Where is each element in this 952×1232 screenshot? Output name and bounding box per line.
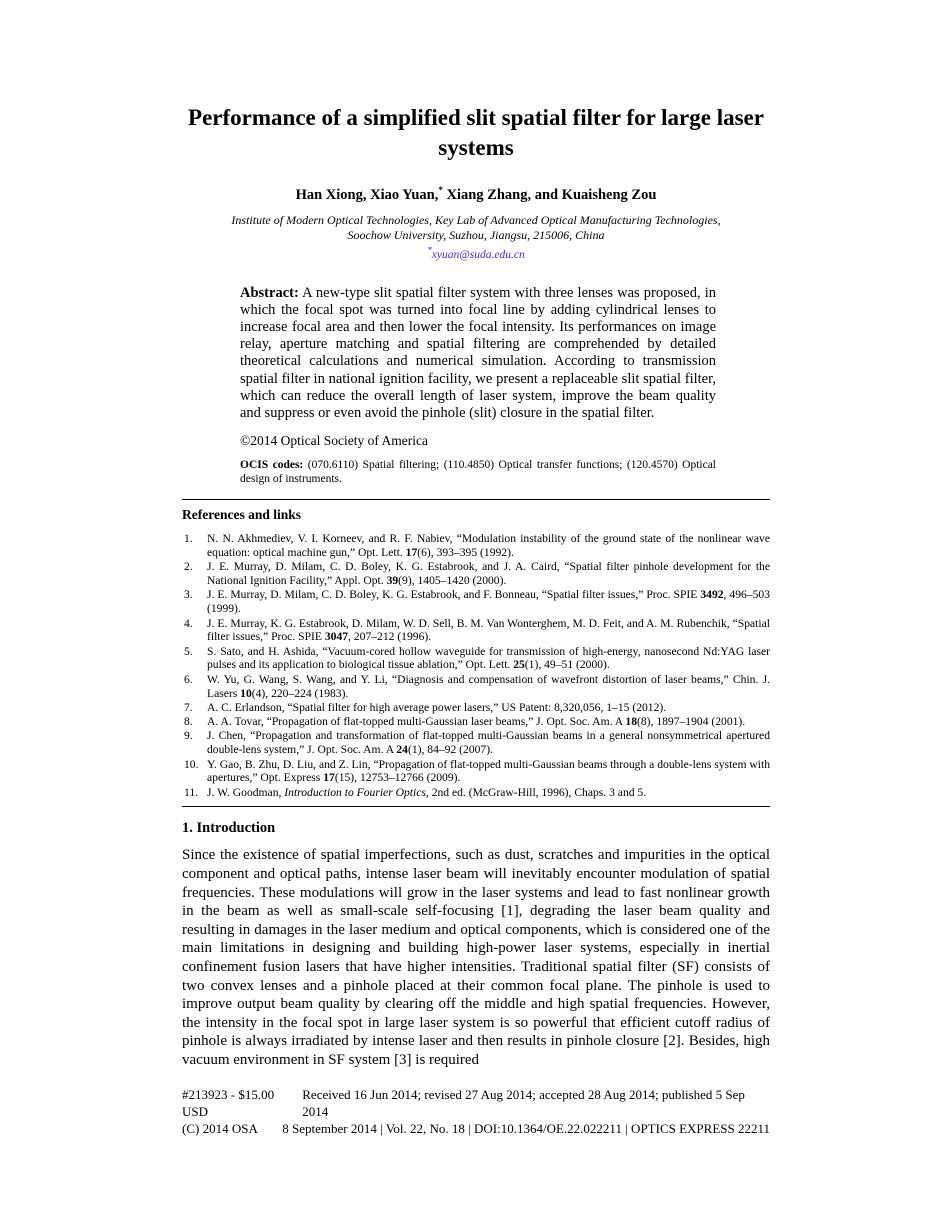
reference-number: 11. (184, 785, 199, 799)
reference-number: 5. (184, 644, 193, 658)
reference-segment: 10 (240, 686, 252, 700)
reference-number: 8. (184, 715, 193, 729)
reference-segment: J. E. Murray, D. Milam, C. D. Boley, K. G. Estabrook, and J. A. Caird, “Spatial filter pinhole development for the National Ignition Facility,” Appl. Opt. (207, 560, 770, 588)
footer-line-1 (182, 1086, 770, 1120)
reference-number: 6. (184, 672, 193, 686)
reference-segment: Y. Gao, B. Zhu, D. Liu, and Z. Lin, “Propagation of flat-topped multi-Gaussian beams through a double-lens system with apertures,” Opt. Express (207, 757, 770, 785)
reference-segment: , 2nd ed. (McGraw-Hill, 1996), Chaps. 3 and 5. (425, 785, 647, 799)
reference-item (182, 645, 770, 673)
reference-item (182, 673, 770, 701)
author-affiliation-marker: * (438, 185, 443, 195)
footer-submission-id: #213923 - $15.00 USD (182, 1087, 275, 1119)
reference-segment: J. E. Murray, D. Milam, C. D. Boley, K. G. Estabrook, and F. Bonneau, “Spatial filter issues,” Proc. SPIE (207, 588, 701, 602)
reference-segment: J. Chen, “Propagation and transformation of flat-topped multi-Gaussian beams in a general nonsymmetrical apertured double-lens system,” J. Opt. Soc. Am. A (207, 729, 770, 757)
abstract-text: A new-type slit spatial filter system with three lenses was proposed, in which the focal spot was turned into focal line by adding cylindrical lenses to increase focal area and then lower the focal intensity. Its performances on image relay, aperture matching and spatial filtering are comprehended by detailed theoretical calculations and numerical simulation. According to transmission spatial filter in national ignition facility, we present a replaceable slit spatial filter, which can reduce the overall length of laser system, improve the beam quality and suppress or even avoid the pinhole (slit) closure in the spatial filter. (240, 284, 716, 422)
reference-segment: (6), 393–395 (1992). (417, 546, 514, 560)
reference-number: 10. (184, 757, 199, 771)
reference-segment: 24 (396, 743, 408, 757)
reference-number: 9. (184, 729, 193, 743)
reference-segment: W. Yu, G. Wang, S. Wang, and Y. Li, “Diagnosis and compensation of wavefront distortion of laser beams,” Chin. J. Lasers (207, 672, 770, 700)
references-rule-top (182, 499, 770, 500)
ocis-text: (070.6110) Spatial filtering; (110.4850) Optical transfer functions; (120.4570) Optical design of instruments. (240, 459, 716, 486)
footer-copyright-osa: (C) 2014 OSA (182, 1121, 258, 1136)
reference-segment: A. C. Erlandson, “Spatial filter for high average power lasers,” US Patent: 8,320,056, 1–15 (2012). (207, 700, 667, 714)
authors-line (182, 185, 770, 204)
references-rule-bottom (182, 806, 770, 807)
reference-number: 1. (184, 532, 193, 546)
reference-item (182, 701, 770, 715)
reference-segment: J. E. Murray, K. G. Estabrook, D. Milam, W. D. Sell, B. M. Van Wonterghem, M. D. Feit, and A. M. Rubenchik, “Spatial filter issues,” Proc. SPIE (207, 616, 770, 644)
reference-segment: , 207–212 (1996). (348, 630, 432, 644)
reference-item (182, 532, 770, 560)
affiliation-block (182, 213, 770, 243)
ocis-label: OCIS codes: (240, 459, 304, 472)
reference-segment: N. N. Akhmediev, V. I. Korneev, and R. F. Nabiev, “Modulation instability of the ground state of the nonlinear wave equation: optical machine gun,” Opt. Lett. (207, 532, 770, 560)
reference-item (182, 715, 770, 729)
reference-segment: 39 (386, 574, 399, 588)
reference-item (182, 560, 770, 588)
copyright-line: ©2014 Optical Society of America (240, 433, 428, 449)
email-address: xyuan@suda.edu.cn (431, 248, 525, 261)
references-list (182, 532, 770, 799)
introduction-paragraph: Since the existence of spatial imperfections, such as dust, scratches and impurities in the optical component and optical paths, intense laser beam will inevitably encounter modulation of spatial frequencies. These modulations will grow in the laser systems and lead to fast nonlinear growth in the beam as well as small-scale self-focusing [1], degrading the laser beam quality and resulting in damages in the laser medium and optical components, which is considered one of the main limitations in designing and building high-power laser systems, especially in inertial confinement fusion lasers that have higher intensities. Traditional spatial filter (SF) consists of two convex lenses and a pinhole placed at their common focal plane. The pinhole is used to improve output beam quality by clearing off the middle and high spatial frequencies. However, the intensity in the focal spot in large laser system is so powerful that efficient cutoff radius of pinhole is always irradiated by intense laser and then results in pinhole closure [2]. Besides, high vacuum environment in SF system [3] is required (182, 847, 770, 1068)
email-marker: * (427, 244, 432, 255)
reference-number: 2. (184, 560, 193, 574)
reference-segment: (1), 49–51 (2000). (524, 658, 610, 672)
email-link[interactable] (427, 244, 525, 261)
reference-item (182, 786, 770, 800)
reference-segment: (15), 12753–12766 (2009). (334, 771, 461, 785)
ocis-line (240, 458, 716, 486)
references-heading: References and links (182, 507, 302, 523)
reference-segment: 18 (625, 715, 637, 729)
reference-segment: 3492 (700, 588, 724, 602)
reference-segment: Introduction to Fourier Optics (284, 785, 426, 799)
reference-item (182, 729, 770, 757)
authors-part1: Han Xiong, Xiao Yuan, (295, 186, 439, 203)
section-heading-introduction: 1. Introduction (182, 820, 276, 837)
reference-number: 4. (184, 616, 193, 630)
authors-part2: Xiang Zhang, and Kuaisheng Zou (442, 186, 657, 203)
reference-segment: 17 (323, 771, 335, 785)
paper-title: Performance of a simplified slit spatial filter for large laser systems (188, 105, 764, 160)
reference-segment: S. Sato, and H. Ashida, “Vacuum-cored hollow waveguide for transmission of high-energy, nanosecond Nd:YAG laser pulses and its application to biological tissue ablation,” Opt. Lett. (207, 644, 770, 672)
footer-journal-info: 8 September 2014 | Vol. 22, No. 18 | DOI:10.1364/OE.22.022211 | OPTICS EXPRESS 22211 (282, 1121, 770, 1136)
footer-line-2 (182, 1120, 770, 1137)
affiliation-line-2: Soochow University, Suzhou, Jiangsu, 215006, China (347, 227, 605, 242)
reference-segment: (8), 1897–1904 (2001). (637, 715, 746, 729)
abstract-paragraph (240, 285, 716, 423)
reference-segment: 25 (513, 658, 525, 672)
reference-segment: 17 (405, 546, 418, 560)
reference-segment: 3047 (324, 630, 349, 644)
reference-segment: A. A. Tovar, “Propagation of flat-topped multi-Gaussian laser beams,” J. Opt. Soc. Am. A (207, 715, 626, 729)
reference-number: 7. (184, 700, 193, 714)
email-line (182, 245, 770, 261)
abstract-label: Abstract: (240, 284, 299, 301)
reference-segment: , 496–503 (1999). (207, 588, 771, 616)
reference-item (182, 617, 770, 645)
reference-item (182, 758, 770, 786)
reference-segment: (9), 1405–1420 (2000). (398, 574, 507, 588)
page-footer (182, 1086, 770, 1137)
abstract-block (240, 285, 716, 487)
reference-number: 3. (184, 588, 193, 602)
reference-segment: (4), 220–224 (1983). (251, 686, 349, 700)
footer-received-dates: Received 16 Jun 2014; revised 27 Aug 2014; accepted 28 Aug 2014; published 5 Sep 2014 (302, 1087, 745, 1119)
reference-item (182, 588, 770, 616)
reference-segment: J. W. Goodman, (207, 785, 285, 799)
affiliation-line-1: Institute of Modern Optical Technologies, Key Lab of Advanced Optical Manufacturing Technologies, (231, 212, 721, 227)
reference-segment: (1), 84–92 (2007). (407, 743, 493, 757)
